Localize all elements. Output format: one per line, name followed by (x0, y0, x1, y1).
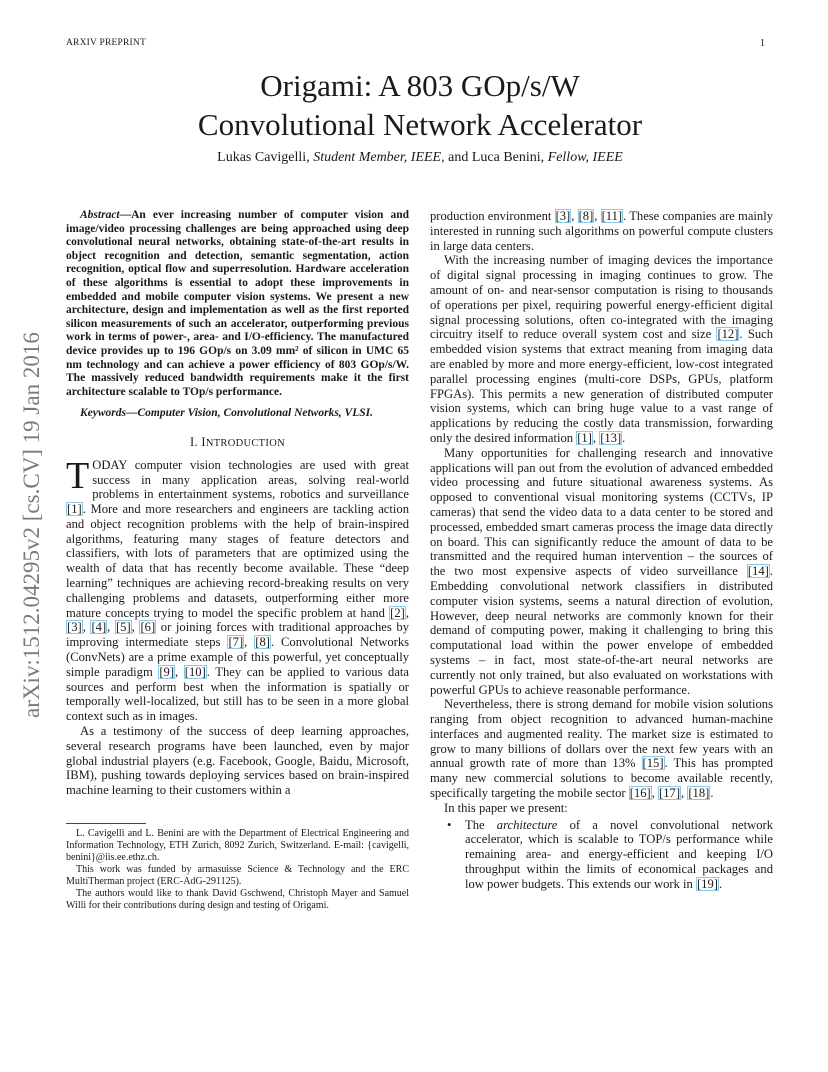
citation-link[interactable]: [1] (67, 502, 82, 517)
r-p2-b: . Such embedded vision systems that extract meaning from imaging data are enabled by more and more energy-efficient, low-cost integrated parallel processing engines (multi-core DSPs, GPUs, platform FPGAs). This permits a new generation of distributed computer vision systems, which can bring huge value to a vast range of applications by reducing the costly data transmission, forwarding only the desired information (430, 327, 774, 445)
citation-link[interactable]: [13] (600, 430, 622, 445)
list-item: • The architecture of a novel convolutional network accelerator, which is scalable to TOP/s performance while remaining area- and energy-efficient and keeping I/O throughput within the limits of economical packages and low power budgets. This extends our work in [19]. (447, 817, 773, 891)
footnote-rule (66, 823, 146, 824)
intro-paragraph-6: In this paper we present: (444, 800, 568, 815)
abstract-lead: Abstract (80, 209, 120, 221)
citation-link[interactable]: [10] (184, 664, 206, 679)
citation-link[interactable]: [4] (91, 620, 107, 635)
footnote-funding: This work was funded by armasuisse Science & Technology and the ERC MultiTherman project (ERC-AdG-291125). (66, 864, 409, 887)
author-1-role: Student Member, IEEE, (313, 150, 445, 165)
r-p3-a: Many opportunities for challenging research and innovative applications will pan out from the evolution of advanced embedded video processing and future situational awareness systems. As opposed to conventional visual monitoring systems (CCTVs, IP cameras) that send the video data to a data center to be stored and processed, embedded smart cameras process the image data directly on board. This can significantly reduce the amount of data to be transmitted and the required human intervention – the sources of the two most expensive aspects of video surveillance (430, 445, 773, 579)
intro-paragraph-2-cont: production environment [3], [8], [11]. These companies are mainly interested in running such algorithms on powerful compute clusters in large data centers. (430, 209, 774, 253)
drop-cap: T (66, 454, 90, 497)
section-title-first: I (201, 434, 206, 449)
citation-link[interactable]: [19] (696, 876, 718, 891)
citation-link[interactable]: [14] (747, 564, 769, 579)
intro-paragraph-4 (430, 446, 773, 698)
left-column (66, 209, 409, 798)
bullet-text-a: The (465, 817, 497, 832)
page-number: 1 (760, 38, 765, 49)
r-p2-a: With the increasing number of imaging devices the importance of digital signal processing in imaging continues to grow. The amount of on- and near-sensor computation is rising to thousands of operations per pixel, requiring powerful energy-efficient digital signal processing solutions, often co-integrated with the imaging circuitry itself to reduce overall system cost and size (430, 253, 773, 342)
citation-link[interactable]: [15] (642, 756, 664, 771)
abstract (66, 209, 409, 399)
title-line-1: Origami: A 803 GOp/s/W (260, 68, 580, 103)
intro-paragraph-5: Nevertheless, there is strong demand for mobile vision solutions ranging from object recognition to advanced human-machine interfaces and augmented reality. The market size is estimated to grow to many billions of dollars over the next few years with an annual growth rate of more than 13% [15]. This has prompted many new commercial solutions to become available recently, specifically targeting the mobile sector [16], [17], [18]. (430, 697, 773, 801)
intro-p1-d: . Convolutional Networks (ConvNets) are a prime example of this powerful, yet conceptually simple paradigm (66, 635, 410, 679)
intro-p1-e: . They can be applied to various data sources and perform best when the information is spatially or temporally well-localized, but still has to be seen in a more global context such as in images. (66, 664, 410, 724)
r-p4-a: Nevertheless, there is strong demand for mobile vision solutions ranging from object recognition to advanced human-machine interfaces and augmented reality. The market size is estimated to grow to many billions of dollars over the next few years with an annual growth rate of more than 13% (430, 697, 773, 771)
intro-paragraph-3: With the increasing number of imaging devices the importance of digital signal processing in imaging continues to grow. The amount of on- and near-sensor computation is rising to thousands of operations per pixel, requiring powerful energy-efficient digital signal processing solutions, often co-integrated with the imaging circuitry itself to reduce overall system cost and size [12]. Such embedded vision systems that extract meaning from imaging data are enabled by more and more energy-efficient, low-cost integrated parallel processing engines (multi-core DSPs, GPUs, platform FPGAs). This permits a new generation of distributed computer vision systems, which can bring huge value to a vast range of applications by reducing the costly data transmission, forwarding only the desired information [1], [13]. (430, 253, 774, 445)
intro-p1-b: . More and more researchers and engineers are tackling action and object recognition problems with the help of brain-inspired algorithms, featuring many stages of feature detectors and classifiers, with lots of parameters that are optimized using the wealth of data that has recently become available. These “deep learning” techniques are achieving record-breaking results on very challenging problems and datasets, outperforming either more mature concepts trying to model the specific problem at hand (66, 502, 409, 620)
intro-p1-c: or joining forces with traditional approaches by improving intermediate steps (66, 620, 409, 650)
footnote-affiliation: L. Cavigelli and L. Benini are with the Department of Electrical Engineering and Information Technology, ETH Zurich, 8092 Zurich, Switzerland. E-mail: {cavigelli, benini}@iis.ee.ethz.ch. (66, 828, 409, 863)
section-number: I. (190, 434, 198, 449)
right-column (430, 209, 773, 892)
r-p4-b: . This has prompted many new commercial solutions to become available recently, specifically targeting the mobile sector (430, 756, 773, 801)
citation-link[interactable]: [9] (159, 664, 175, 679)
abstract-text: —An ever increasing number of computer vision and image/video processing challenges are being approached using deep convolutional neural networks, obtaining state-of-the-art results in object recognition and detection, semantic segmentation, action recognition, optical flow and superresolution. Hardware acceleration of these algorithms is essential to adopt these improvements in embedded and mobile computer vision systems. We present a new architecture, design and implementation as well as the first reported silicon measurements of such an accelerator, outperforming previous work in terms of power-, area- and I/O-efficiency. The manufactured device provides up to 196 GOp/s on 3.09 mm² of silicon in UMC 65 nm technology and can achieve a power efficiency of 803 GOp/s/W. The massively reduced bandwidth requirements make it the first architecture scalable to TOp/s performance. (66, 209, 409, 398)
keywords: Keywords—Computer Vision, Convolutional Networks, VLSI. (80, 407, 373, 420)
citation-link[interactable]: [7] (228, 635, 244, 650)
contribution-list (430, 818, 773, 892)
intro-p1-a: ODAY computer vision technologies are used with great success in many application areas, solving real-world problems in entertainment systems, robotics and surveillance (92, 457, 409, 502)
citation-link[interactable]: [16] (629, 786, 651, 801)
r-p1-b: . These companies are mainly interested in running such algorithms on powerful compute clusters in large data centers. (430, 209, 774, 253)
citation-link[interactable]: [5] (115, 620, 131, 635)
citation-link[interactable]: [17] (659, 786, 681, 801)
bullet-emphasis: architecture (496, 817, 558, 832)
r-p3-b: . Embedding convolutional network classifiers in distributed computer vision systems, seems a natural direction of evolution, However, deep neural networks are commonly known for their demand of computing power, making it challenging to bring this computational load within the power envelope of embedded systems – in fact, most state-of-the-art neural networks are currently not only trained, but also evaluated on workstations with powerful GPUs to achieve reasonable performance. (430, 564, 773, 697)
bullet-text-b: of a novel convolutional network accelerator, which is scalable to TOP/s performance while remaining area- and energy-efficient and keeping I/O throughput within the limits of economical packages and low power budgets. This extends our work in (465, 817, 773, 891)
author-line (90, 150, 750, 166)
author-1: Lukas Cavigelli, (217, 150, 310, 165)
intro-paragraph-1: TODAY computer vision technologies are used with great success in many application areas, solving real-world problems in entertainment systems, robotics and surveillance [1]. More and more researchers and engineers are tackling action and object recognition problems with the help of brain-inspired algorithms, featuring many stages of feature detectors and classifiers, with lots of parameters that are optimized using the wealth of data that has recently become available. These “deep learning” techniques are achieving record-breaking results on very challenging problems and datasets, outperforming either more mature concepts trying to model the specific problem at hand [2], [3], [4], [5], [6] or joining forces with traditional approaches by improving intermediate steps [7], [8]. Convolutional Networks (ConvNets) are a prime example of this powerful, yet conceptually simple paradigm [9], [10]. They can be applied to various data sources and perform best when the information is spatially or temporally well-localized, but still has to be seen in a more global context such as in images. (66, 454, 410, 724)
citation-link[interactable]: [3] (67, 620, 82, 635)
footnotes (66, 823, 409, 912)
citation-link[interactable]: [2] (390, 605, 405, 620)
intro-paragraph-2: As a testimony of the success of deep learning approaches, several research programs have been launched, even by major global industrial players (e.g. Facebook, Google, Baidu, Microsoft, IBM), pushing towards deploying services based on brain-inspired machine learning to their customers within a (66, 724, 409, 798)
running-header: ARXIV PREPRINT (66, 38, 146, 48)
title-line-2: Convolutional Network Accelerator (197, 107, 643, 142)
bullet-icon: • (447, 817, 452, 832)
section-title-rest: NTRODUCTION (205, 437, 285, 449)
citation-link[interactable]: [3] (555, 209, 571, 223)
section-heading-introduction (66, 435, 409, 452)
paper-title (90, 66, 750, 144)
author-2-role: Fellow, IEEE (547, 150, 623, 165)
citation-link[interactable]: [8] (255, 635, 270, 650)
citation-link[interactable]: [18] (688, 786, 710, 801)
citation-link[interactable]: [6] (140, 620, 156, 635)
author-and: and Luca Benini, (448, 150, 545, 165)
citation-link[interactable]: [8] (578, 209, 594, 223)
citation-link[interactable]: [11] (601, 209, 623, 223)
arxiv-identifier[interactable]: arXiv:1512.04295v2 [cs.CV] 19 Jan 2016 (19, 332, 44, 718)
r-p1-a: production environment (430, 209, 555, 223)
citation-link[interactable]: [1] (577, 430, 592, 445)
footnote-acknowledgement: The authors would like to thank David Gschwend, Christoph Mayer and Samuel Willi for their contributions during design and testing of Origami. (66, 888, 409, 911)
citation-link[interactable]: [12] (717, 327, 739, 342)
